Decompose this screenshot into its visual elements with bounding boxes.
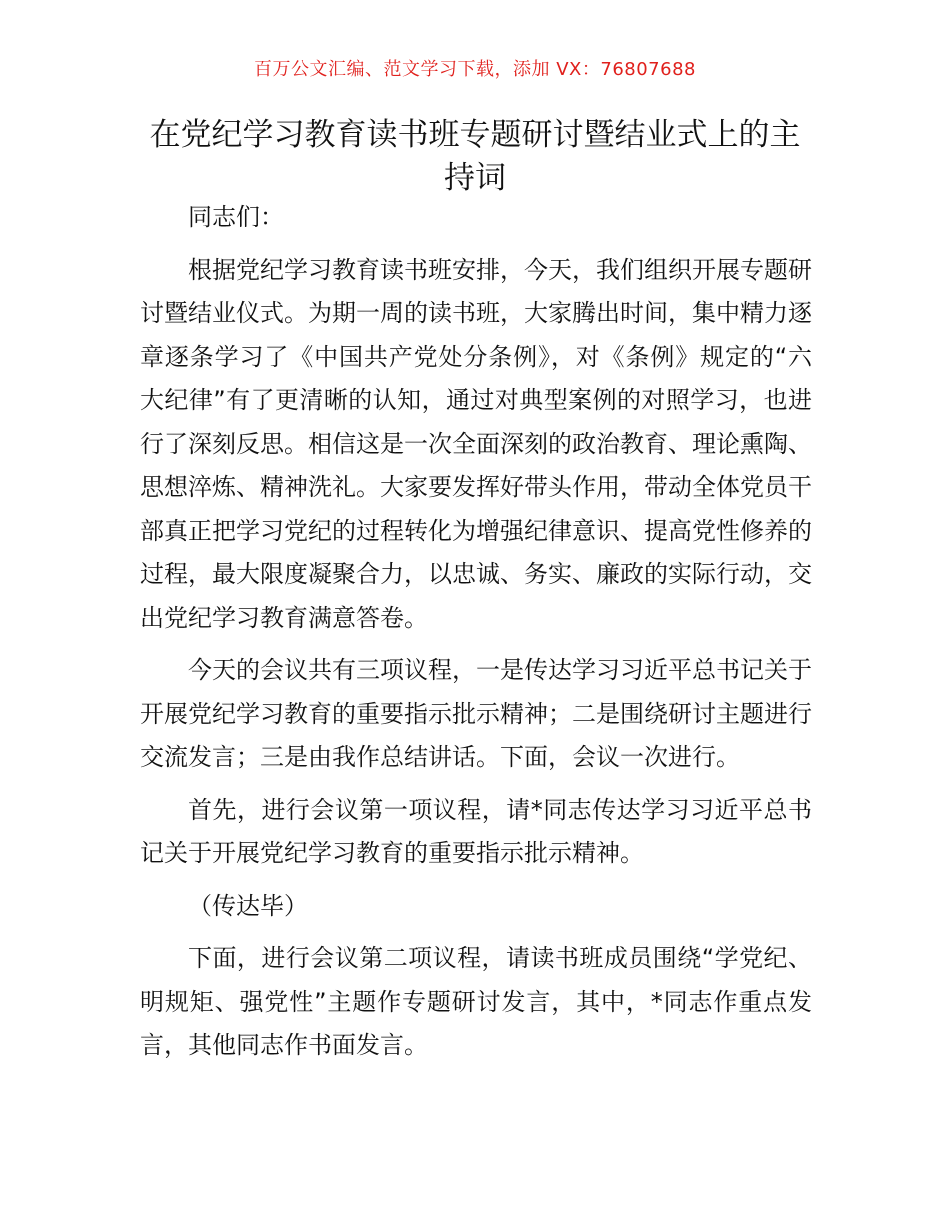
paragraph-intro: 根据党纪学习教育读书班安排，今天，我们组织开展专题研讨暨结业仪式。为期一周的读书班，大家腾出时间，集中精力逐章逐条学习了《中国共产党处分条例》，对《条例》规定的“六大纪律”有了更清晰的认知，通过对典型案例的对照学习，也进行了深刻反思。相信这是一次全面深刻的政治教育、理论熏陶、思想淬炼、精神洗礼。大家要发挥好带头作用，带动全体党员干部真正把学习党纪的过程转化为增强纪律意识、提高党性修养的过程，最大限度凝聚合力，以忠诚、务实、廉政的实际行动，交出党纪学习教育满意答卷。	[140, 255, 812, 632]
salutation: 同志们：	[188, 203, 284, 231]
document-title: 在党纪学习教育读书班专题研讨暨结业式上的主持词	[149, 117, 801, 196]
paragraph-item-two: 下面，进行会议第二项议程，请读书班成员围绕“学党纪、明规矩、强党性”主题作专题研讨发言，其中，*同志作重点发言，其他同志作书面发言。	[140, 944, 812, 1059]
document-body	[140, 196, 812, 1077]
paragraph-agenda: 今天的会议共有三项议程，一是传达学习习近平总书记关于开展党纪学习教育的重要指示批示精神；二是围绕研讨主题进行交流发言；三是由我作总结讲话。下面，会议一次进行。	[140, 656, 812, 771]
paragraph-item-one: 首先，进行会议第一项议程，请*同志传达学习习近平总书记关于开展党纪学习教育的重要指示批示精神。	[140, 795, 812, 867]
paragraph-note: （传达毕）	[188, 891, 308, 920]
header-note: 百万公文汇编、范文学习下载，添加 VX：76807688	[254, 59, 696, 80]
